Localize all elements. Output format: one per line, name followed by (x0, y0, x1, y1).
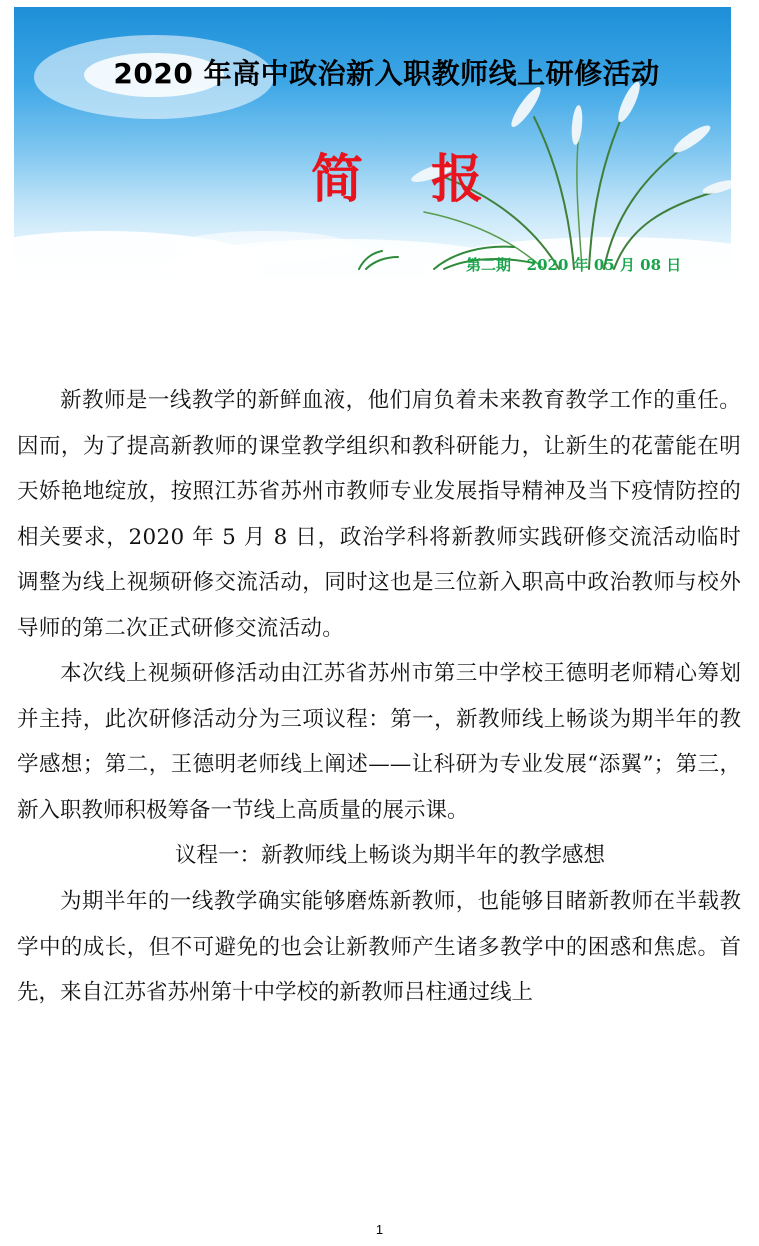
issue-and-date: 第二期 2020 年 05 月 08 日 (466, 256, 682, 274)
bulletin-title: 2020 年高中政治新入职教师线上研修活动 (113, 57, 660, 90)
section-heading-agenda-one: 议程一：新教师线上畅谈为期半年的教学感想 (174, 843, 605, 868)
paragraph-agenda: 本次线上视频研修活动由江苏省苏州市第三中学校王德明老师精心筹划并主持，此次研修活动分为三项议程：第一，新教师线上畅谈为期半年的教学感想；第二，王德明老师线上阐述——让科研为专业发展“添翼”；第三，新入职教师积极筹备一节线上高质量的展示课。 (17, 661, 741, 823)
cloud (174, 231, 354, 263)
header-banner (14, 7, 731, 281)
page-number: 1 (375, 1222, 384, 1237)
paragraph-intro: 新教师是一线教学的新鲜血液，他们肩负着未来教育教学工作的重任。因而，为了提高新教师的课堂教学组织和教科研能力，让新生的花蕾能在明天娇艳地绽放，按照江苏省苏州市教师专业发展指导精神及当下疫情防控的相关要求，2020 年 5 月 8 日，政治学科将新教师实践研修交流活动临时调整为线上视频研修交流活动，同时这也是三位新入职高中政治教师与校外导师的第二次正式研修交流活动。 (17, 388, 741, 641)
bulletin-label: 简报 (311, 149, 552, 210)
paragraph-agenda-one: 为期半年的一线教学确实能够磨炼新教师，也能够目睹新教师在半载教学中的成长，但不可避免的也会让新教师产生诸多教学中的困惑和焦虑。首先，来自江苏省苏州第十中学校的新教师吕柱通过线上 (17, 889, 741, 1005)
document-body (17, 378, 741, 1016)
